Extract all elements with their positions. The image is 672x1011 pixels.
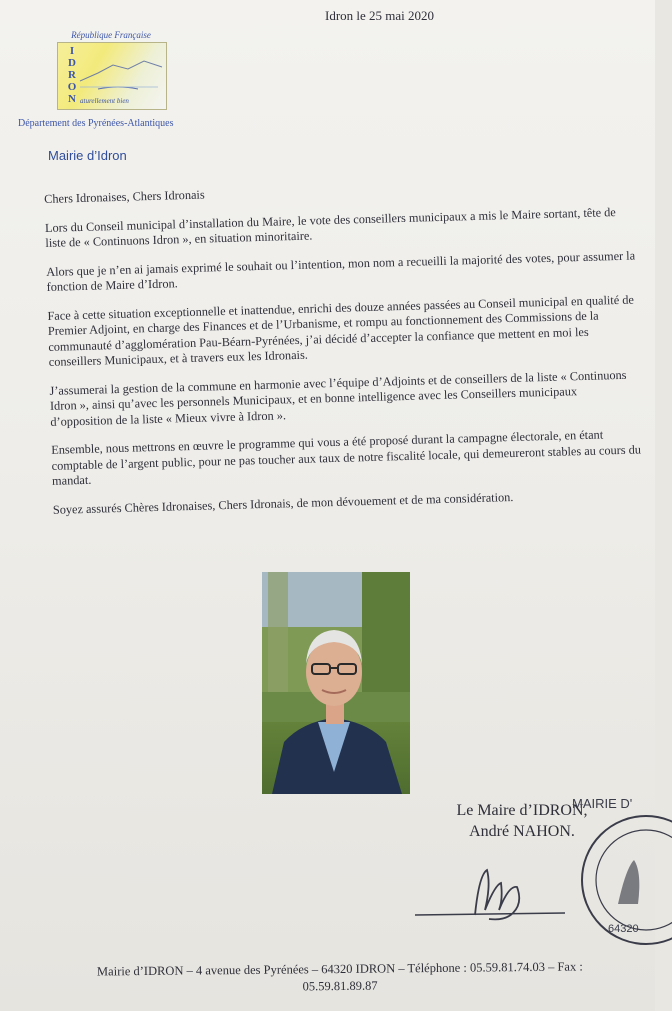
handwritten-signature (405, 855, 585, 930)
greeting: Chers Idronaises, Chers Idronais (44, 187, 205, 206)
letter-footer (40, 958, 640, 998)
mairie-title: Mairie d’Idron (48, 148, 127, 163)
mayor-portrait-photo (262, 572, 410, 794)
paragraph: Ensemble, nous mettrons en œuvre le programme qui vous a été proposé durant la campagne électorale, en étant comptable de l’argent public, pour ne pas toucher aux taux de notre fiscalité locale, qui demeureront stables au cours du mandat. (51, 427, 642, 488)
mayor-title: Le Maire d’IDRON, (456, 802, 588, 819)
logo-letter: D (68, 57, 76, 69)
seal-text-top: MAIRIE D' (572, 796, 633, 811)
paragraph: J’assumerai la gestion de la commune en harmonie avec l’équipe d’Adjoints et de conseillers de la liste « Continuons Idron », ainsi qu’avec les personnels Municipaux, et en bonne intelligence avec les Conseillers municipaux d’opposition de la liste « Mieux vivre à Idron ». (49, 367, 627, 429)
logo-letter: I (69, 45, 75, 57)
letter-date: Idron le 25 mai 2020 (325, 8, 435, 23)
portrait-image (262, 572, 410, 794)
paragraph: Lors du Conseil municipal d’installation du Maire, le vote des conseillers municipaux a mis le Maire sortant, tête de liste de « Continuons Idron », en situation minoritaire. (44, 204, 616, 250)
logo-box (57, 42, 167, 110)
seal-text-bottom: 64320 (608, 923, 639, 935)
logo-slogan: aturellement bien (80, 97, 129, 105)
idron-logo (55, 30, 167, 110)
mayor-name: André NAHON. (469, 823, 575, 840)
footer-line: Mairie d’IDRON – 4 avenue des Pyrénées – 64320 IDRON – Téléphone : 05.59.81.74.03 – Fax : (96, 959, 583, 979)
paragraph: Alors que je n’en ai jamais exprimé le souhait ou l’intention, mon nom a recueilli la majorité des votes, pour assumer la fonction de Maire d’Idron. (46, 248, 636, 294)
footer-line: 05.59.81.89.87 (302, 978, 378, 994)
logo-letter: R (68, 69, 76, 81)
letter-body (44, 176, 643, 531)
mairie-seal (572, 796, 672, 948)
departement-label: Département des Pyrénées-Atlantiques (18, 118, 174, 129)
closing: Soyez assurés Chères Idronaises, Chers Idronais, de mon dévouement et de ma considération. (52, 489, 514, 517)
logo-letters (66, 45, 78, 105)
logo-letter: O (67, 81, 77, 93)
paragraph: Face à cette situation exceptionnelle et inattendue, enrichi des douze années passées au Conseil municipal en qualité de Premier Adjoint, en charge des Finances et de l’Urbanisme, et rompu au fonctionnement des Commissions de la communauté d’agglomération Pau-Béarn-Pyrénées, j’ai décidé d’accepter la confiance que mettent en moi les conseillers Municipaux, et à travers eux les Idronais. (47, 292, 635, 369)
logo-letter: N (68, 93, 76, 105)
republique-label: République Française (71, 30, 151, 40)
